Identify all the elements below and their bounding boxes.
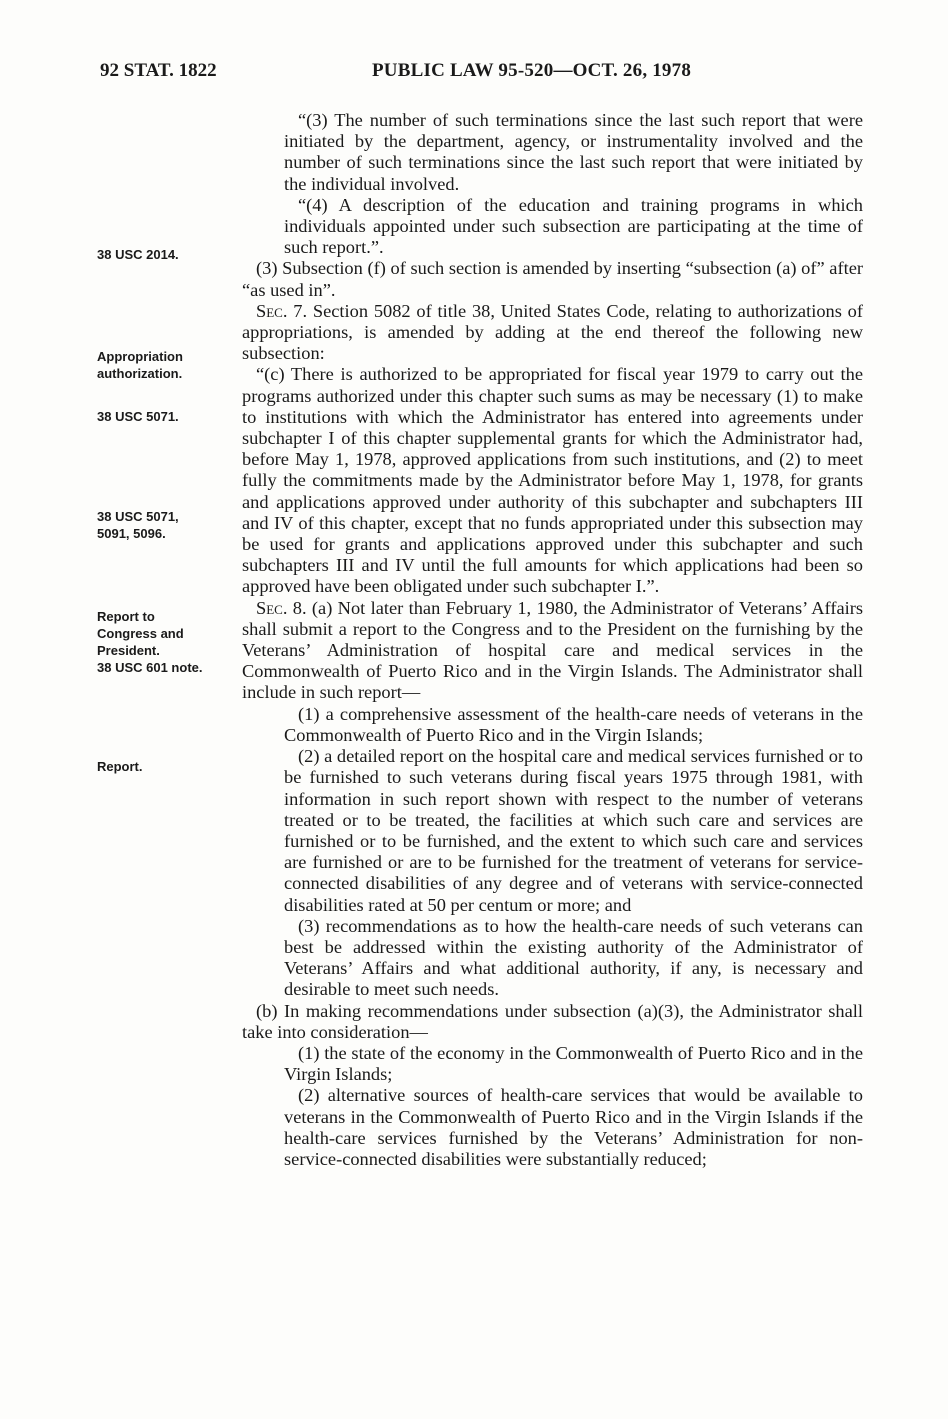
paragraph-item-2: (2) a detailed report on the hospital care and medical services furnished or to be furnished to such veterans during fiscal years 1975 through 1981, with information in such report shown with respect to the number of veterans treated or to be treated, the facilities at which such care and services are furnished or to be furnished, and the extent to which such care and services are furnished or are to be furnished for the treatment of veterans for service-connected disabilities of any degree and of veterans with service-connected disabilities rated at 50 per centum or more; and <box>284 746 863 915</box>
paragraph-item-1: (1) a comprehensive assessment of the health-care needs of veterans in the Commonwealth of Puerto Rico and in the Virgin Islands; <box>284 703 863 745</box>
paragraph-section-7 <box>242 301 863 365</box>
margin-note-report: Report. <box>97 759 143 774</box>
paragraph-subsection-b: (b) In making recommendations under subsection (a)(3), the Administrator shall take into consideration— <box>242 1000 863 1042</box>
paragraph-b-item-2: (2) alternative sources of health-care services that would be available to veterans in the Commonwealth of Puerto Rico and in the Virgin Islands if the health-care services furnished by the Veterans’ Administration for non-service-connected disabilities were substantially reduced; <box>284 1085 863 1169</box>
section-8-text: (a) Not later than February 1, 1980, the Administrator of Veterans’ Affairs shall submit a report to the Congress and to the President on the furnishing by the Veterans’ Administration of hospital care and medical services in the Commonwealth of Puerto Rico and in the Virgin Islands. The Administrator shall include in such report— <box>242 597 863 703</box>
paragraph-quoted-3: “(3) The number of such terminations since the last such report that were initiated by the department, agency, or instrumentality involved and the number of such terminations since the last such report that were initiated by the individual involved. <box>284 110 863 194</box>
margin-note-38-usc-5071: 38 USC 5071. <box>97 409 179 424</box>
section-7-label: Sec. 7. <box>256 300 308 321</box>
paragraph-subsection-c: “(c) There is authorized to be appropriated for fiscal year 1979 to carry out the programs authorized under this chapter such sums as may be necessary (1) to make to institutions with which the Administrator has entered into agreements under subchapter I of this chapter supplemental grants for which the Administrator had, before May 1, 1978, approved applications from such institutions, and (2) to meet fully the commitments made by the Administrator before May 1, 1978, for grants and applications approved under authority of this subchapter and subchapters III and IV of this chapter, except that no funds appropriated under this subsection may be used for grants and applications approved under this subchapter and such subchapters III and IV until the full amounts for which applications had been so approved have been obligated under such subchapter I.”. <box>242 364 863 597</box>
paragraph-b-item-1: (1) the state of the economy in the Commonwealth of Puerto Rico and in the Virgin Islands; <box>284 1042 863 1085</box>
paragraph-item-3: (3) recommendations as to how the health-care needs of such veterans can best be addressed within the existing authority of the Administrator of Veterans’ Affairs and what additional authority, if any, is necessary and desirable to meet such needs. <box>284 915 863 1000</box>
margin-note-38-usc-2014: 38 USC 2014. <box>97 247 179 262</box>
section-8-label: Sec. 8. <box>256 597 307 618</box>
paragraph-subsection-3: (3) Subsection (f) of such section is amended by inserting “subsection (a) of” after “as used in”. <box>242 258 863 300</box>
law-title: PUBLIC LAW 95-520—OCT. 26, 1978 <box>372 60 692 81</box>
paragraph-quoted-4: “(4) A description of the education and training programs in which individuals appointed under such subsection are participating at the time of such report.”. <box>284 194 863 258</box>
section-7-text: Section 5082 of title 38, United States Code, relating to authorizations of appropriations, is amended by adding at the end thereof the following new subsection: <box>242 300 863 364</box>
stat-citation: 92 STAT. 1822 <box>100 60 217 81</box>
margin-note-appropriation-authorization: Appropriation authorization. <box>97 349 183 381</box>
margin-note-report-to-congress: Report to Congress and President. 38 USC 601 note. <box>97 609 203 675</box>
paragraph-section-8 <box>242 598 863 704</box>
margin-note-38-usc-5071-5091-5096: 38 USC 5071, 5091, 5096. <box>97 509 179 541</box>
page-header <box>0 60 948 90</box>
body-text <box>242 110 863 1170</box>
